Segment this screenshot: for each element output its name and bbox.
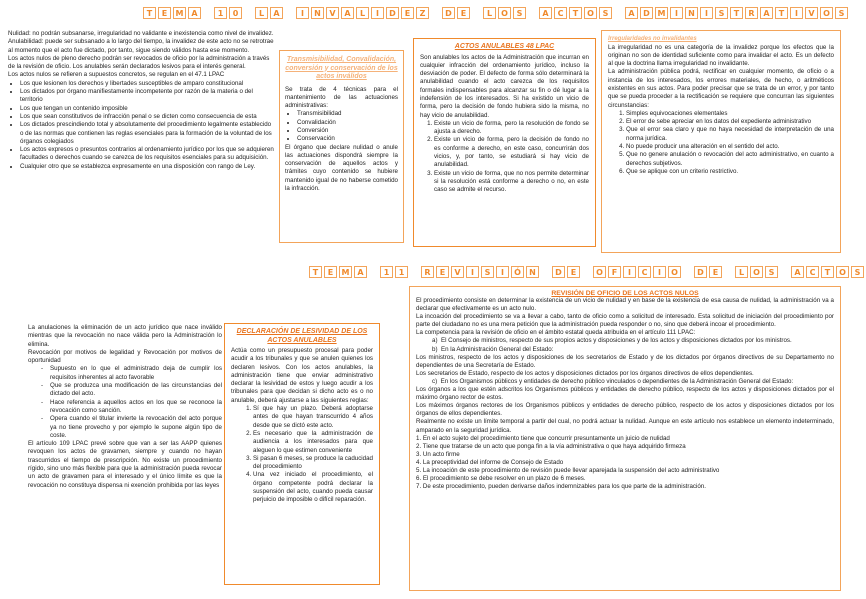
title-letter: C — [806, 266, 819, 278]
title-letter — [285, 7, 294, 19]
title-letter: F — [608, 266, 621, 278]
title-letter — [541, 266, 550, 278]
list-item: - Opera cuando el titular invierte la revocación del acto porque ya no tiene provecho y por ejemplo le supone algún tipo de coste. — [50, 415, 222, 440]
title-letter: O — [750, 266, 763, 278]
title-letter: T — [569, 7, 582, 19]
box-title: ACTOS ANULABLES 48 LPAC — [454, 43, 555, 50]
list-item: - Hace referencia a aquellos actos en los que se reconoce la revocación como sanción. — [50, 399, 222, 416]
paragraph: Los secretarios de Estado, respecto de los actos y disposiciones dictados por los órganos directivos de ellos dependientes. — [416, 369, 754, 377]
title-letter: I — [623, 266, 636, 278]
title-letter — [369, 266, 378, 278]
circunstancias-list — [608, 110, 834, 176]
list-item: 1. Sí que hay un plazo. Deberá adoptarse antes de que hayan transcurrido 4 años desde que se dictó este acto. — [253, 405, 373, 430]
title-letter: S — [481, 266, 494, 278]
title-letter — [431, 7, 440, 19]
competencia-a: El Consejo de ministros, respecto de sus propios actos y disposiciones y de los actos y disposiciones dictados por los ministros. — [440, 337, 792, 345]
title-letter: R — [421, 266, 434, 278]
title-letter: A — [760, 7, 773, 19]
title-letter: S — [851, 266, 864, 278]
anulables-box — [413, 38, 596, 247]
list-item: 3. Que el error sea claro y que no haya necesidad de interpretación de una norma jurídica. — [626, 126, 834, 143]
lesividad-box — [224, 323, 380, 585]
box-title: REVISIÓN DE OFICIO DE LOS ACTOS NULOS — [551, 290, 699, 297]
title-letter: O — [498, 7, 511, 19]
paragraph: Se trata de 4 técnicas para el mantenimiento de las actuaciones administrativas: — [285, 85, 398, 110]
title-letter: S — [715, 7, 728, 19]
title-letter — [244, 7, 253, 19]
title-letter: O — [820, 7, 833, 19]
title-tema-10 — [143, 7, 850, 19]
title-letter: L — [255, 7, 268, 19]
title-letter: I — [371, 7, 384, 19]
title-letter: I — [496, 266, 509, 278]
title-letter: 1 — [380, 266, 393, 278]
column-1-text — [8, 30, 276, 171]
title-letter: L — [356, 7, 369, 19]
title-letter: 1 — [214, 7, 227, 19]
anulables-list — [420, 120, 589, 195]
paragraph: Anulabilidad: puede ser subsanado a lo largo del tiempo, la invalidez de este acto no se retrotrae al momento que el acto fue dictado, por tanto, sigue siendo válidos hasta ese momento. — [8, 38, 274, 54]
paragraph: Revocación por motivos de legalidad y Revocación por motivos de oportunidad — [28, 348, 222, 365]
list-item: • Convalidación — [297, 119, 398, 127]
title-letter: O — [593, 266, 606, 278]
title-letter: E — [457, 7, 470, 19]
title-letter: A — [354, 266, 367, 278]
list-item: 6. Que se aplique con un criterio restrictivo. — [626, 168, 834, 176]
title-letter — [203, 7, 212, 19]
tecnicas-list — [285, 110, 398, 143]
list-item: 1. En el acto sujeto del procedimiento tiene que concurrir presuntamente un juicio de nulidad — [416, 434, 670, 442]
title-letter: T — [821, 266, 834, 278]
revision-oficio-box: REVISIÓN DE OFICIO DE LOS ACTOS NULOS El procedimiento consiste en determinar la existencia de un vicio de nulidad y en base de la existencia de esa causa de nulidad, la administración va a declarar que efectivamente es un acto nulo. La incoación del procedimiento se va a llevar a cabo, tanto de oficio como a solicitud de interesado. Esta solicitud de iniciación del procedimiento por parte del ciudadano no es una mera petición que la administración pueda responder o no, sino que deberá incoar el procedimiento. La competencia para la revisión de oficio en el ámbito estatal queda atribuida en el artículo 111 LPAC: a) El Consejo de ministros, respecto de sus propios actos y disposiciones y de los actos y disposiciones dictados por los ministros. b) En la Administración General del Estado: Los ministros, respecto de los actos y disposiciones de los secretarios de Estado y de los dictados por órganos directivos de su Departamento no dependientes de una Secretaría de Estado. Los secretarios de Estado, respecto de los actos y disposiciones dictados por los órganos directivos de ellos dependientes. c) En los Organismos públicos y entidades de derecho público vinculados o dependientes de la Administración General del Estado: Los órganos a los que estén adscritos los Organismos públicos y entidades de derecho público, respecto de los actos y disposiciones dictados por el máximo órgano rector de estos. Los máximos órganos rectores de los Organismos públicos y entidades de derecho público, respecto de los actos y disposiciones dictados por los órganos de ellos dependientes. Realmente no existe un límite temporal a partir del cual, no podrá actuar la nulidad. Aunque en este artículo nos establece un elemento indeterminado, amparado en la seguridad jurídica. 1. En el acto sujeto del procedimiento tiene que concurrir presuntamente un juicio de nulidad 2. Tiene que tratarse de un acto que ponga fin a la vía administrativa o que haya adquirido firmeza 3. Un acto firme 4. La preceptividad del informe de Consejo de Estado 5. La incoación de este procedimiento de revisión puede llevar aparejada la suspensión del acto administrativo 6. El procedimiento se debe resolver en un plazo de 6 meses. 7. De este procedimiento, pueden derivarse daños indemnizables para los que parte de la administración. — [409, 286, 841, 591]
list-item: • Transmisibilidad — [297, 110, 398, 118]
list-item: • Conservación — [297, 135, 398, 143]
list-item: - Que se produzca una modificación de las circunstancias del dictado del acto. — [50, 382, 222, 399]
title-letter — [780, 266, 789, 278]
title-letter: A — [341, 7, 354, 19]
title-letter: A — [625, 7, 638, 19]
title-letter: D — [386, 7, 399, 19]
list-item: 1. Simples equivocaciones elementales — [626, 110, 834, 118]
list-item: 2. Tiene que tratarse de un acto que ponga fin a la vía administrativa o que haya adquirido firmeza — [416, 442, 686, 450]
paragraph: Los ministros, respecto de los actos y disposiciones de los secretarios de Estado y de los dictados por órganos directivos de su Departamento no dependientes de una Secretaría de Estado. — [416, 353, 834, 369]
paragraph: Los órganos a los que estén adscritos los Organismos públicos y entidades de derecho público, respecto de los actos y disposiciones dictados por el máximo órgano rector de estos. — [416, 386, 834, 402]
revocacion-text — [28, 324, 222, 490]
competencia-b: En la Administración General del Estado: — [440, 345, 554, 353]
paragraph: Los actos nulos se refieren a supuestos concretos, se regulan en el 47.1 LPAC — [8, 71, 225, 79]
title-letter: E — [158, 7, 171, 19]
title-letter: V — [326, 7, 339, 19]
list-item: 2. El error de sebe apreciar en los datos del expediente administrativo — [626, 118, 834, 126]
list-item: • Los dictados prescindiendo total y absolutamente del procedimiento legalmente establecido o de las normas que contienen las reglas esenciales para la formación de la voluntad de los órganos colegiados — [20, 121, 276, 146]
title-letter: M — [173, 7, 186, 19]
title-letter: I — [466, 266, 479, 278]
title-letter: E — [709, 266, 722, 278]
title-letter: E — [567, 266, 580, 278]
title-letter: N — [311, 7, 324, 19]
title-letter: T — [143, 7, 156, 19]
list-item: • Los actos expresos o presuntos contrarios al ordenamiento jurídico por los que se adquieren facultades o derechos cuando se carezca de los requisitos esenciales para su adquisición. — [20, 146, 276, 163]
title-letter: S — [599, 7, 612, 19]
box-title: Irregularidades no invalidantes — [608, 36, 697, 42]
title-letter: O — [668, 266, 681, 278]
title-tema-11 — [309, 266, 866, 278]
list-item: 4. Una vez iniciado el procedimiento, el órgano competente podrá declarar la suspensión del acto, cuando pueda causar perjuicio de imposible o difícil reparación. — [253, 471, 373, 504]
title-letter: M — [339, 266, 352, 278]
paragraph: La irregularidad no es una categoría de la invalidez porque los efectos que la originan no son de identidad suficiente como para invalidar el acto. Es un defecto al que la doctrina llama irregularidad no invalidante. — [608, 43, 834, 68]
title-letter: D — [694, 266, 707, 278]
paragraph: Los actos nulos de pleno derecho podrán ser revocados de oficio por la administración a través de la revisión de oficio. Los anulables serán declarados lesivos para el interés general. — [8, 54, 270, 71]
title-letter: Z — [416, 7, 429, 19]
title-letter — [724, 266, 733, 278]
list-item: 3. Si pasan 6 meses, se produce la caducidad del procedimiento — [253, 455, 373, 472]
revocacion-list — [28, 365, 222, 440]
title-letter: E — [324, 266, 337, 278]
title-letter: 1 — [395, 266, 408, 278]
title-letter: Ó — [511, 266, 524, 278]
title-letter: A — [791, 266, 804, 278]
list-item: 3. Existe un vicio de forma, que no nos permite determinar si la resolución está conforme a derecho o no, en este caso se admite el recurso. — [434, 170, 589, 195]
title-letter: V — [805, 7, 818, 19]
list-item: • Los dictados por órgano manifiestamente incompetente por razón de la materia o del territorio — [20, 88, 276, 105]
title-letter: T — [309, 266, 322, 278]
title-letter: A — [188, 7, 201, 19]
paragraph: Actúa como un presupuesto procesal para poder acudir a los tribunales y que se anulen quienes los declaren lesivos. Con los actos anulables, la administración tiene que enviar administrativo declarar la lesividad de estos y luego acudir a los tribunales para que decidan si dicho acto es o no anulable, deberá ajustarse a las siguientes reglas: — [231, 347, 373, 404]
paragraph: Nulidad: no podrán subsanarse, irregularidad no validante e inexistencia como nivel de invalidez. — [8, 30, 274, 37]
title-letter: N — [685, 7, 698, 19]
paragraph: El procedimiento consiste en determinar la existencia de un vicio de nulidad y en base de la existencia de esa causa de nulidad, la administración va a declarar que efectivamente es un acto nulo. — [416, 297, 834, 313]
title-letter: D — [640, 7, 653, 19]
title-letter: N — [526, 266, 539, 278]
box-title: DECLARACIÓN DE LESIVIDAD DE LOS ACTOS ANULABLES — [236, 328, 368, 344]
paragraph: Realmente no existe un límite temporal a partir del cual, no podrá actuar la nulidad. Aunque en este artículo nos establece un elemento indeterminado, amparado en la seguridad jurídica. — [416, 418, 834, 434]
reglas-list — [231, 405, 373, 505]
title-letter: R — [745, 7, 758, 19]
list-item: 1. Existe un vicio de forma, pero la resolución de fondo se ajusta a derecho. — [434, 120, 589, 137]
conservacion-box — [279, 50, 404, 243]
title-letter — [472, 7, 481, 19]
list-item: • Los que sean constitutivos de infracción penal o se dicten como consecuencia de esta — [20, 113, 276, 121]
list-item: 6. El procedimiento se debe resolver en un plazo de 6 meses. — [416, 475, 586, 483]
title-letter — [528, 7, 537, 19]
title-letter: 0 — [229, 7, 242, 19]
paragraph: La anulaciones la eliminación de un acto jurídico que nace inválido mientras que la revocación no nace válida pero la Administración lo elimina. — [28, 324, 222, 348]
paragraph: La administración pública podrá, rectificar en cualquier momento, de oficio o a instancia de los interesados, los errores materiales, de hecho, o aritméticos existentes en sus actos. Para poder precisar que se trata de un error, y por tanto que se pueda proceder a la rectificación se requiere que concurran las siguientes circunstancias: — [608, 68, 834, 109]
list-item: • Cualquier otro que se establezca expresamente en una disposición con rango de Ley. — [20, 163, 276, 171]
title-letter: I — [296, 7, 309, 19]
title-letter: L — [483, 7, 496, 19]
title-letter: O — [836, 266, 849, 278]
list-item: - Supuesto en lo que el administrado deja de cumplir los requisitos inherentes al acto favorable — [50, 365, 222, 382]
paragraph: El artículo 109 LPAC prevé sobre que van a ser las AAPP quienes revoquen los actos de gravamen, siempre y cuando no hayan trascurridos el tiempo de prescripción. No existe un procedimiento rígido, sino uno más flexible para que la administración pueda revocar un acto de gravamen para el interesado y el único límite es que la revocación no constituya dispensa ni exención prohibida por las leyes — [28, 440, 222, 489]
paragraph: El órgano que declare nulidad o anule las actuaciones dispondrá siempre la conservación de aquellos actos y trámites cuyo contenido se hubiere mantenido igual de no haberse cometido la infracción. — [285, 143, 398, 193]
paragraph: Los máximos órganos rectores de los Organismos públicos y entidades de derecho público, respecto de los actos y disposiciones dictados por los órganos de ellos dependientes. — [416, 402, 834, 418]
title-letter: A — [539, 7, 552, 19]
title-letter: C — [638, 266, 651, 278]
paragraph: La competencia para la revisión de oficio en el ámbito estatal queda atribuida en el artículo 111 LPAC: — [416, 329, 696, 337]
title-letter: L — [735, 266, 748, 278]
title-letter: E — [436, 266, 449, 278]
competencia-c: En los Organismos públicos y entidades de derecho público vinculados o dependientes de la Administración General del Estado: — [440, 377, 794, 385]
list-item: 5. Que no genere anulación o revocación del acto administrativo, en cuanto a derechos subjetivos. — [626, 151, 834, 168]
title-letter: S — [765, 266, 778, 278]
list-item: • Conversión — [297, 127, 398, 135]
list-item: • Los que tengan un contenido imposible — [20, 105, 276, 113]
title-letter: I — [670, 7, 683, 19]
title-letter: M — [655, 7, 668, 19]
title-letter: E — [401, 7, 414, 19]
title-letter: A — [270, 7, 283, 19]
list-item: • Los que lesionen los derechos y libertades susceptibles de amparo constitucional — [20, 80, 276, 88]
irregularidades-box — [601, 30, 841, 253]
paragraph: La incoación del procedimiento se va a llevar a cabo, tanto de oficio como a solicitud de interesado. Esta solicitud de iniciación del procedimiento por parte del ciudadano no es una mera petición que la administración pueda responder o no, sino que deberá incoar el procedimiento. — [416, 313, 834, 329]
title-letter — [582, 266, 591, 278]
paragraph: Son anulables los actos de la Administración que incurran en cualquier infracción del ordenamiento jurídico, incluso la desviación de poder. El defecto de forma sólo determinará la anulabilidad cuando el acto carezca de los requisitos formales indispensables para alcanzar su fin o dé lugar a la indefensión de los interesados. Si ha existido un vicio de forma, pero la decisión de fondo hubiera sido la misma, no hay vicio de anulabilidad. — [420, 53, 589, 119]
title-letter: T — [775, 7, 788, 19]
list-item: 3. Un acto firme — [416, 450, 460, 458]
nulos-list — [8, 80, 276, 171]
title-letter: S — [835, 7, 848, 19]
list-item: 2. Es necesario que la administración de audiencia a los interesados para que aleguen lo que estimen conveniente — [253, 430, 373, 455]
list-item: 7. De este procedimiento, pueden derivarse daños indemnizables para los que parte de la administración. — [416, 483, 706, 491]
box-title: Transmisibilidad, Convalidación, conversión y conservación de los actos inválidos — [285, 56, 398, 80]
title-letter: I — [790, 7, 803, 19]
list-item: 5. La incoación de este procedimiento de revisión puede llevar aparejada la suspensión del acto administrativo — [416, 466, 720, 474]
list-item: 4. No puede producir una alteración en el sentido del acto. — [626, 143, 834, 151]
title-letter — [410, 266, 419, 278]
title-letter: D — [552, 266, 565, 278]
title-letter: V — [451, 266, 464, 278]
title-letter: S — [513, 7, 526, 19]
title-letter — [683, 266, 692, 278]
title-letter: T — [730, 7, 743, 19]
title-letter: I — [653, 266, 666, 278]
title-letter: I — [700, 7, 713, 19]
title-letter: C — [554, 7, 567, 19]
title-letter — [614, 7, 623, 19]
list-item: 4. La preceptividad del informe de Consejo de Estado — [416, 458, 564, 466]
title-letter: D — [442, 7, 455, 19]
title-letter: O — [584, 7, 597, 19]
list-item: 2. Existe un vicio de forma, pero la decisión de fondo no es conforme a derecho, en este caso, concurrirán dos vicios, y, por tanto, se estudiará si hay vicio de anulabilidad. — [434, 136, 589, 169]
